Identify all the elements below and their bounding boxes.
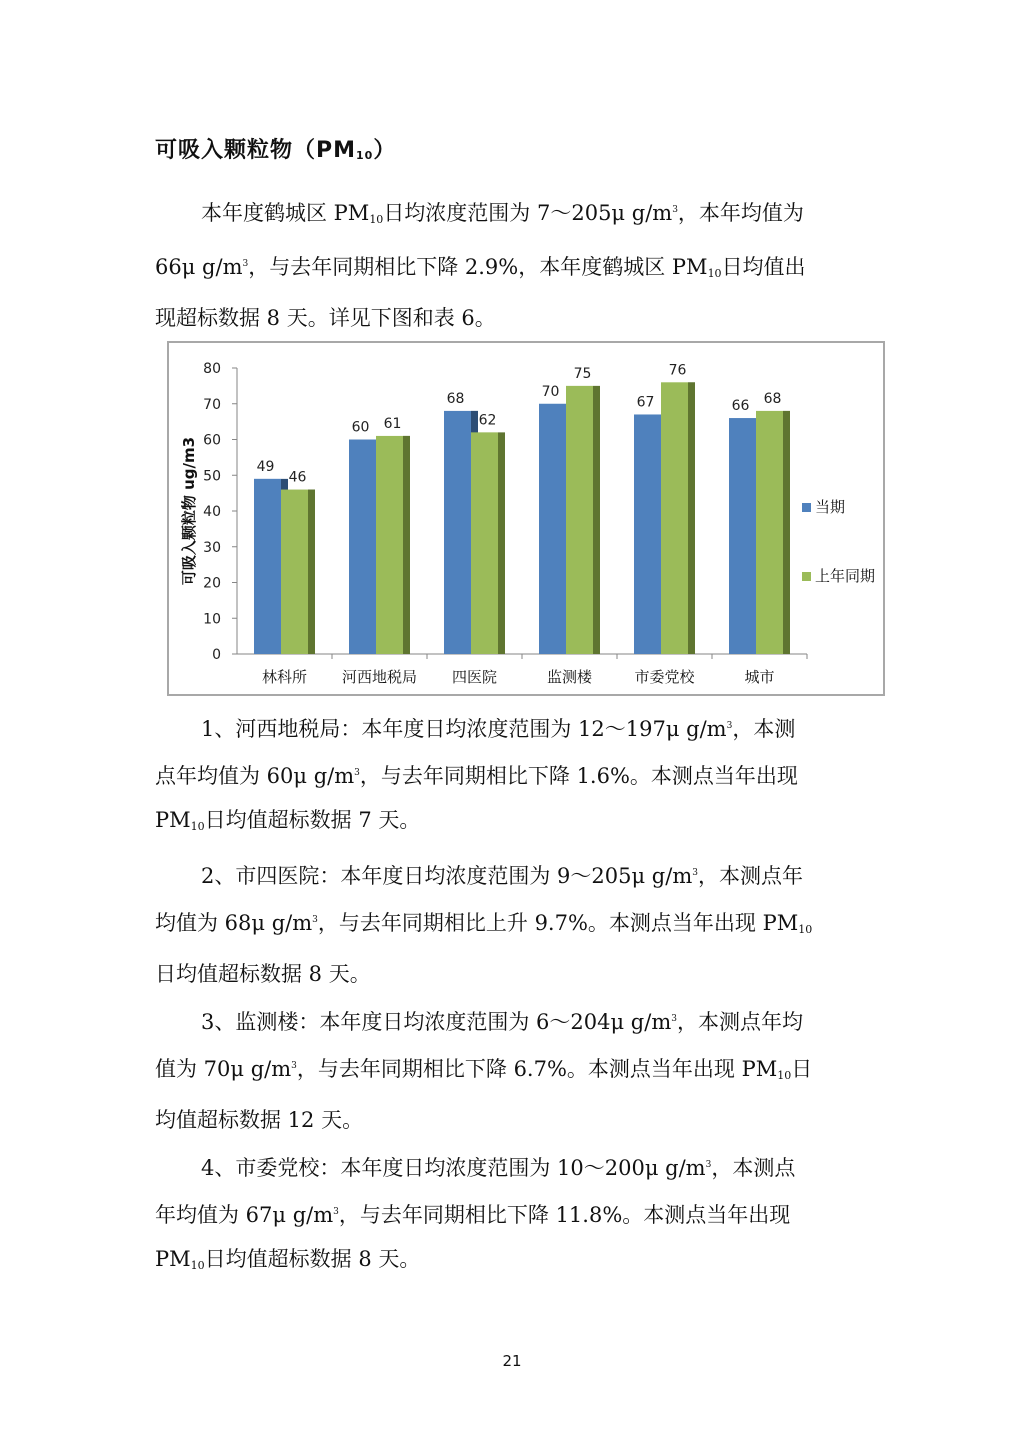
data-label: 75	[573, 365, 592, 382]
data-label: 76	[668, 362, 687, 379]
y-tick-label: 10	[203, 611, 221, 628]
bar-side-face	[308, 490, 315, 654]
bar-previous	[376, 436, 403, 654]
pm10-bar-chart	[167, 341, 885, 696]
data-label: 68	[446, 390, 465, 407]
x-tick-label: 城市	[744, 668, 775, 686]
y-tick-label: 30	[203, 539, 221, 556]
bar-previous	[281, 490, 308, 654]
x-tick-label: 市委党校	[634, 668, 695, 686]
bar-previous	[756, 411, 783, 654]
bar-side-face	[688, 382, 695, 654]
data-label: 67	[636, 394, 655, 411]
chart-svg	[169, 343, 883, 694]
bar-current	[254, 479, 281, 654]
station-paragraph-2: 2、市四医院：本年度日均浓度范围为 9～205μ $g/m^3$，本测点年 均值为 68μ $g/m^3$，与去年同期相比上升 9.7%。本测点当年出现 $PM_{10}$ 日均值超标数据 8 天。	[155, 864, 813, 986]
y-tick-label: 70	[203, 396, 221, 413]
data-label: 68	[763, 390, 782, 407]
bar-current	[729, 418, 756, 654]
station-paragraph-4: 4、市委党校：本年度日均浓度范围为 10～200μ $g/m^3$，本测点 年均值为 67μ $g/m^3$，与去年同期相比下降 11.8%。本测点当年出现 $PM_{10}$日均值超标数据 8 天。	[155, 1156, 796, 1272]
section-heading	[155, 133, 396, 164]
bar-side-face	[403, 436, 410, 654]
data-label: 60	[351, 419, 370, 436]
bar-side-face	[783, 411, 790, 654]
data-label: 70	[541, 383, 560, 400]
station-paragraph-3: 3、监测楼：本年度日均浓度范围为 6～204μ $g/m^3$，本测点年均 值为 70μ $g/m^3$，与去年同期相比下降 6.7%。本测点当年出现 $PM_{10}$日 均值超标数据 12 天。	[155, 1010, 813, 1132]
y-tick-label: 60	[203, 432, 221, 449]
data-label: 46	[288, 469, 307, 486]
bar-previous	[566, 386, 593, 654]
y-tick-label: 40	[203, 504, 221, 520]
heading-text: 可吸入颗粒物（PM	[155, 138, 357, 163]
x-tick-label: 四医院	[451, 668, 498, 686]
data-label: 49	[256, 458, 275, 475]
station-paragraph-1: 1、河西地税局：本年度日均浓度范围为 12～197μ $g/m^3$，本测 点年均值为 60μ $g/m^3$，与去年同期相比下降 1.6%。本测点当年出现 $PM_{10}$日均值超标数据 7 天。	[155, 717, 798, 833]
intro-paragraph: 本年度鹤城区 $PM_{10}$日均浓度范围为 7～205μ $g/m^3$，本年均值为 66μ $g/m^3$，与去年同期相比下降 2.9%，本年度鹤城区 $PM_{10}$日均值出 现超标数据 8 天。详见下图和表 6。	[155, 201, 806, 330]
y-tick-label: 20	[203, 575, 221, 592]
bar-current	[349, 440, 376, 655]
data-label: 66	[731, 398, 750, 415]
page-number: 21	[502, 1352, 522, 1370]
legend-label: 当期	[815, 498, 846, 516]
x-tick-label: 河西地税局	[341, 668, 418, 686]
data-label: 61	[383, 415, 402, 432]
legend-label: 上年同期	[815, 567, 876, 585]
legend-swatch	[802, 572, 811, 581]
data-label: 62	[478, 412, 497, 429]
y-tick-label: 0	[212, 647, 221, 663]
bar-current	[539, 404, 566, 654]
bar-side-face	[498, 432, 505, 654]
bar-previous	[471, 432, 498, 654]
bar-side-face	[593, 386, 600, 654]
heading-text-end: ）	[373, 138, 397, 163]
y-tick-label: 50	[203, 468, 221, 485]
bar-current	[634, 414, 661, 654]
heading-subscript: 10	[356, 149, 374, 162]
x-tick-label: 监测楼	[546, 668, 593, 686]
y-axis-title: 可吸入颗粒物 ug/m3	[180, 436, 198, 586]
y-tick-label: 80	[203, 361, 221, 377]
bar-previous	[661, 382, 688, 654]
legend-swatch	[802, 503, 811, 512]
bar-current	[444, 411, 471, 654]
x-tick-label: 林科所	[261, 668, 308, 686]
